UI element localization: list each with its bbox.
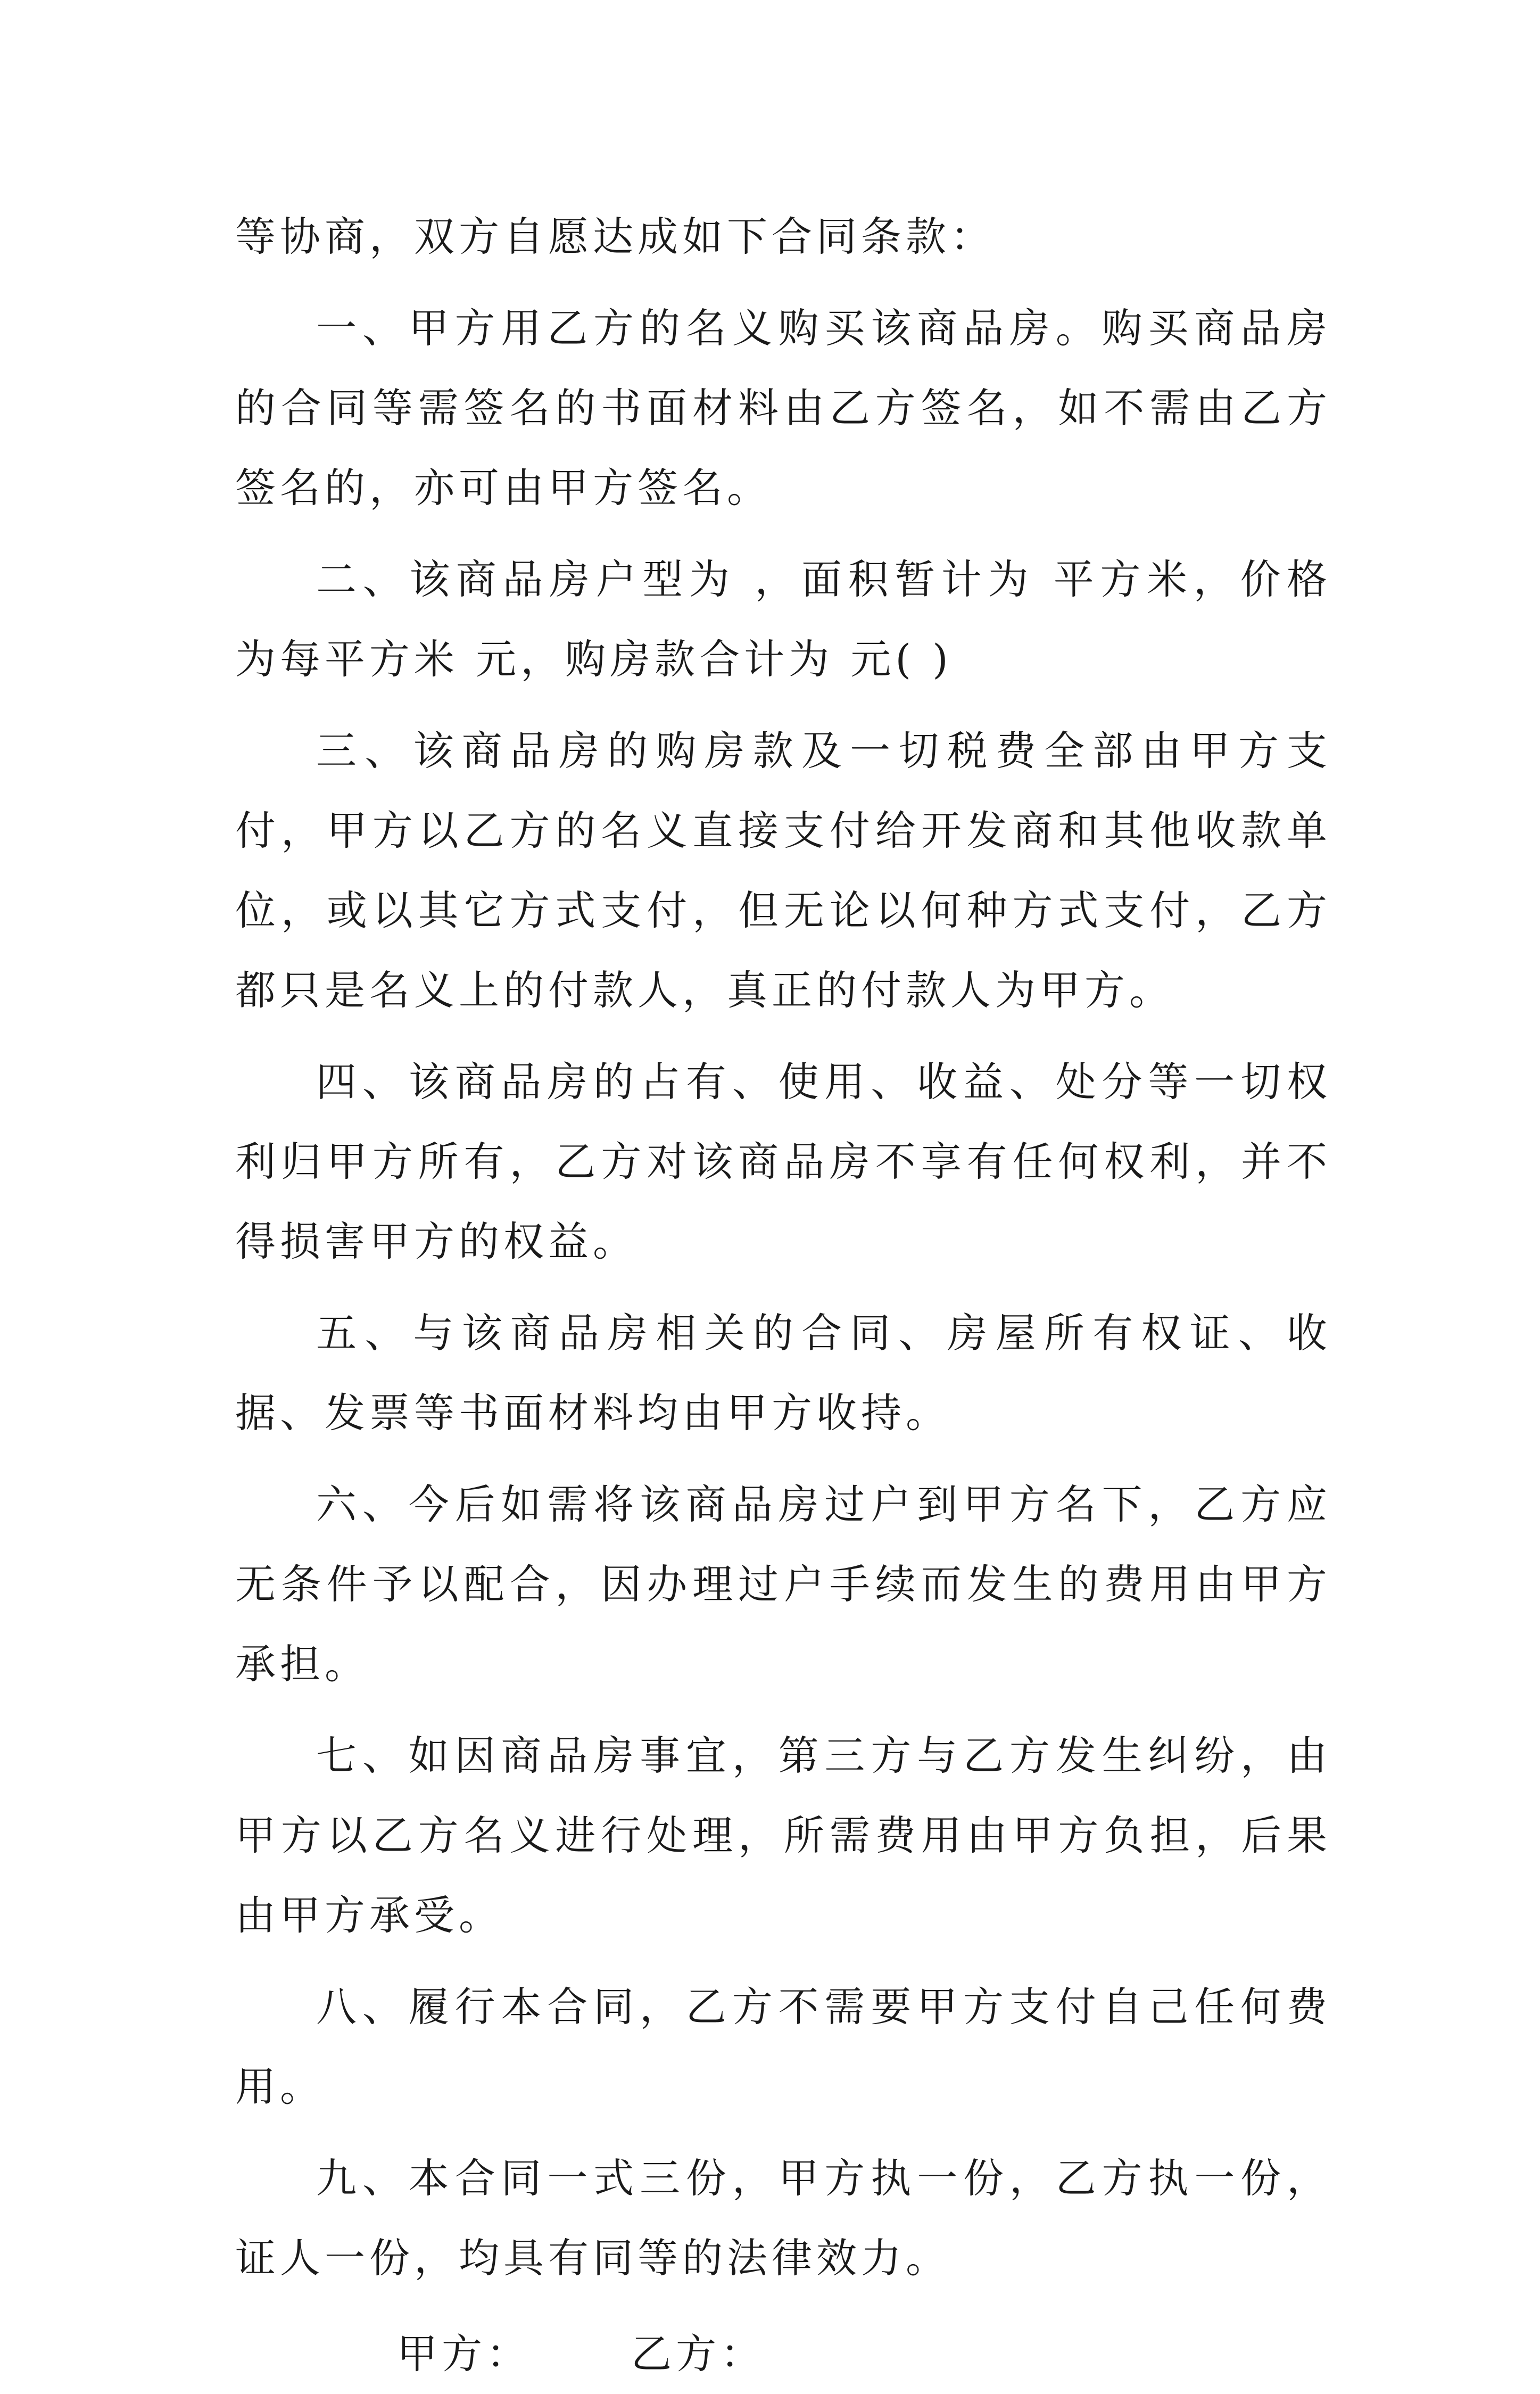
clause-9: 九、本合同一式三份，甲方执一份，乙方执一份，证人一份，均具有同等的法律效力。 — [235, 2154, 1331, 2282]
clause-7: 七、如因商品房事宜，第三方与乙方发生纠纷，由甲方以乙方名义进行处理，所需费用由甲方负担，后果由甲方承受。 — [235, 1732, 1331, 1939]
clause-1: 一、甲方用乙方的名义购买该商品房。购买商品房的合同等需签名的书面材料由乙方签名，如不需由乙方签名的，亦可由甲方签名。 — [235, 304, 1331, 511]
clause-3: 三、该商品房的购房款及一切税费全部由甲方支付，甲方以乙方的名义直接支付给开发商和其他收款单位，或以其它方式支付，但无论以何种方式支付，乙方都只是名义上的付款人，真正的付款人为甲方。 — [235, 727, 1331, 1014]
party-a-label: 甲方： — [397, 2330, 531, 2378]
intro-paragraph: 等协商，双方自愿达成如下合同条款： — [235, 213, 995, 260]
party-b-label: 乙方： — [631, 2330, 765, 2378]
contract-body — [235, 197, 1331, 2394]
clause-2: 二、该商品房户型为 ，面积暂计为 平方米，价格为每平方米 元，购房款合计为 元( ) — [235, 556, 1331, 683]
clause-8: 八、履行本合同，乙方不需要甲方支付自己任何费用。 — [235, 1983, 1331, 2110]
clause-4: 四、该商品房的占有、使用、收益、处分等一切权利归甲方所有，乙方对该商品房不享有任何权利，并不得损害甲方的权益。 — [235, 1058, 1331, 1265]
clause-6: 六、今后如需将该商品房过户到甲方名下，乙方应无条件予以配合，因办理过户手续而发生的费用由甲方承担。 — [235, 1481, 1331, 1688]
clause-5: 五、与该商品房相关的合同、房屋所有权证、收据、发票等书面材料均由甲方收持。 — [235, 1309, 1331, 1437]
signature-line — [235, 2314, 1331, 2394]
